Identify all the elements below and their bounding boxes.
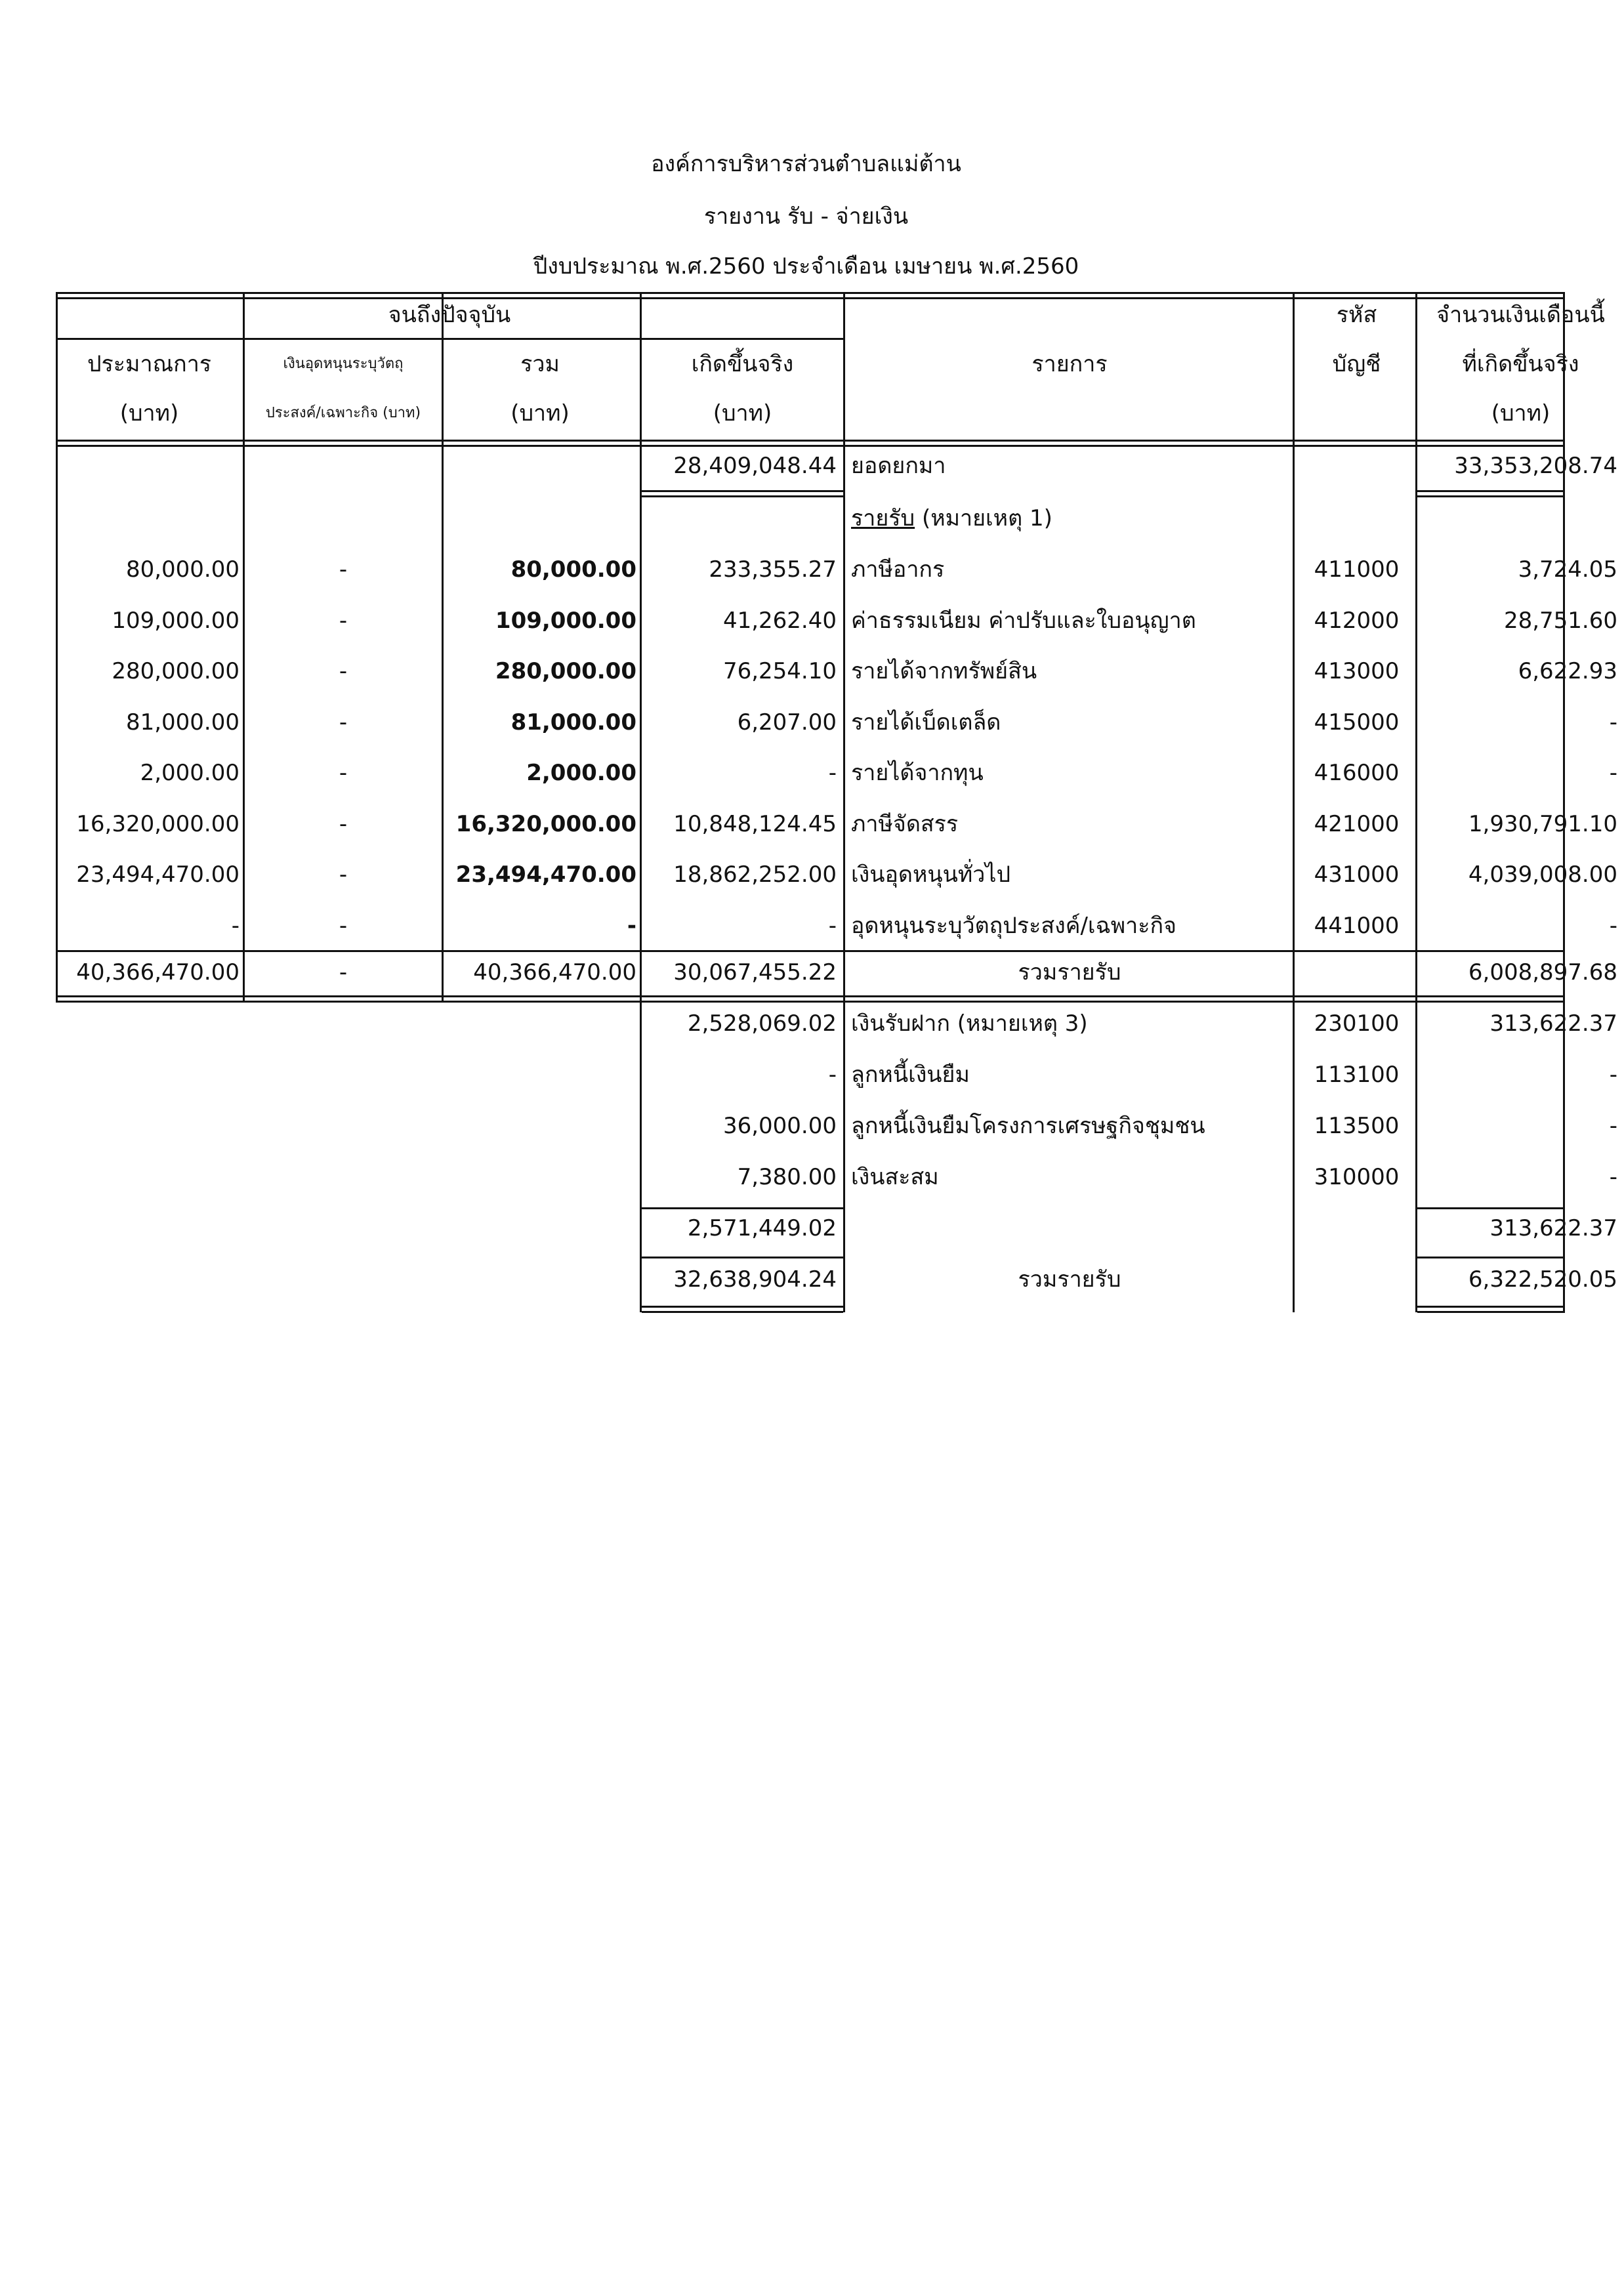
report-title: รายงาน รับ - จ่ายเงิน xyxy=(703,203,909,230)
grand-total-month: 6,322,520.05 xyxy=(1468,1266,1617,1293)
grand-total-label: รวมรายรับ xyxy=(1018,1266,1121,1293)
income-row-actual: 233,355.27 xyxy=(709,556,837,583)
grand-rule xyxy=(642,1306,843,1308)
income-row-code: 431000 xyxy=(1314,862,1400,888)
income-row-code: 421000 xyxy=(1314,810,1400,837)
code-header: รหัส xyxy=(1336,302,1377,328)
top-rule xyxy=(56,297,1565,299)
income-row-total: - xyxy=(627,912,636,939)
total-unit: (บาท) xyxy=(510,400,570,426)
receipts-table xyxy=(56,292,1617,1316)
income-total-month: 6,008,897.68 xyxy=(1468,959,1617,986)
actual-header: เกิดขึ้นจริง xyxy=(691,351,794,377)
total-rule xyxy=(56,950,1565,952)
other-row-month: - xyxy=(1609,1164,1617,1190)
income-row-actual: - xyxy=(828,912,837,939)
income-row-total: 23,494,470.00 xyxy=(455,862,636,888)
income-row-actual: 10,848,124.45 xyxy=(673,810,837,837)
income-heading xyxy=(851,502,1284,535)
group-to-date-header: จนถึงปัจจุบัน xyxy=(388,302,511,328)
brought-forward-month: 33,353,208.74 xyxy=(1454,453,1617,479)
other-row-month: - xyxy=(1609,1062,1617,1088)
sub-rule xyxy=(1417,1257,1565,1258)
income-row-code: 411000 xyxy=(1314,556,1400,583)
income-total-actual: 30,067,455.22 xyxy=(673,959,837,986)
income-row-month: - xyxy=(1609,760,1617,786)
income-row-grant: - xyxy=(339,760,348,786)
income-row-item: ภาษีจัดสรร xyxy=(851,810,959,837)
income-row-month: 6,622.93 xyxy=(1518,658,1617,684)
other-row-item: ลูกหนี้เงินยืมโครงการเศรษฐกิจชุมชน xyxy=(851,1113,1205,1139)
col-rule xyxy=(1415,292,1417,1312)
col-rule xyxy=(640,1001,642,1312)
income-row-total: 280,000.00 xyxy=(495,658,636,684)
income-row-grant: - xyxy=(339,912,348,939)
col-rule xyxy=(442,292,444,1001)
sub-rule xyxy=(642,1207,843,1209)
income-row-actual: 76,254.10 xyxy=(722,658,837,684)
income-row-item: เงินอุดหนุนทั่วไป xyxy=(851,862,1011,888)
income-row-item: ภาษีอากร xyxy=(851,556,945,583)
other-row-item: เงินสะสม xyxy=(851,1164,939,1190)
brought-forward-actual: 28,409,048.44 xyxy=(673,453,837,479)
income-row-item: อุดหนุนระบุวัตถุประสงค์/เฉพาะกิจ xyxy=(851,912,1176,939)
col-rule xyxy=(640,292,642,1001)
grant-header: เงินอุดหนุนระบุวัตถุ xyxy=(283,356,404,372)
income-row-grant: - xyxy=(339,709,348,736)
report-period: ปีงบประมาณ พ.ศ.2560 ประจำเดือน เมษายน พ.ศ.2560 xyxy=(533,253,1079,280)
income-row-code: 415000 xyxy=(1314,709,1400,736)
income-row-item: รายได้เบ็ดเตล็ด xyxy=(851,709,1001,736)
budget-header: ประมาณการ xyxy=(87,351,212,377)
income-row-code: 441000 xyxy=(1314,912,1400,939)
income-row-item: รายได้จากทรัพย์สิน xyxy=(851,658,1037,684)
sub-rule xyxy=(1417,1207,1565,1209)
income-total-budget: 40,366,470.00 xyxy=(76,959,239,986)
total-rule xyxy=(56,1001,1565,1003)
income-row-month: - xyxy=(1609,709,1617,736)
other-row-code: 310000 xyxy=(1314,1164,1400,1190)
income-row-actual: 41,262.40 xyxy=(722,607,837,634)
income-row-budget: 81,000.00 xyxy=(125,709,239,736)
other-row-actual: - xyxy=(828,1062,837,1088)
bf-rule xyxy=(642,495,843,497)
other-row-month: 313,622.37 xyxy=(1489,1010,1617,1037)
income-heading-label: รายรับ xyxy=(851,505,915,531)
grand-rule xyxy=(642,1311,843,1313)
total-header: รวม xyxy=(520,351,560,377)
income-row-budget: 16,320,000.00 xyxy=(76,810,239,837)
other-row-item: ลูกหนี้เงินยืม xyxy=(851,1062,970,1088)
bf-rule xyxy=(642,490,843,492)
group-rule xyxy=(56,338,843,340)
income-row-code: 416000 xyxy=(1314,760,1400,786)
col-rule xyxy=(56,292,58,1001)
other-row-month: - xyxy=(1609,1113,1617,1139)
income-row-budget: 109,000.00 xyxy=(112,607,239,634)
actual-unit: (บาท) xyxy=(713,400,772,426)
code-header-2: บัญชี xyxy=(1332,351,1381,377)
income-row-code: 413000 xyxy=(1314,658,1400,684)
income-row-total: 16,320,000.00 xyxy=(455,810,636,837)
income-row-month: - xyxy=(1609,912,1617,939)
grand-total-actual: 32,638,904.24 xyxy=(673,1266,837,1293)
income-row-code: 412000 xyxy=(1314,607,1400,634)
brought-forward-label: ยอดยกมา xyxy=(851,453,946,479)
income-row-item: ค่าธรรมเนียม ค่าปรับและใบอนุญาต xyxy=(851,607,1196,634)
col-rule xyxy=(843,292,845,1312)
income-row-grant: - xyxy=(339,607,348,634)
item-header: รายการ xyxy=(1031,351,1108,377)
other-row-actual: 7,380.00 xyxy=(737,1164,837,1190)
other-row-code: 113100 xyxy=(1314,1062,1400,1088)
income-heading-note: (หมายเหตุ 1) xyxy=(921,505,1052,531)
total-rule xyxy=(56,995,1565,997)
income-row-budget: 280,000.00 xyxy=(112,658,239,684)
grand-rule xyxy=(1417,1311,1565,1313)
income-row-month: 1,930,791.10 xyxy=(1468,810,1617,837)
income-row-total: 80,000.00 xyxy=(510,556,636,583)
income-row-budget: 23,494,470.00 xyxy=(76,862,239,888)
other-row-actual: 2,528,069.02 xyxy=(687,1010,837,1037)
month-header: จำนวนเงินเดือนนี้ xyxy=(1436,302,1605,328)
header-rule xyxy=(56,445,1565,447)
income-row-grant: - xyxy=(339,556,348,583)
income-row-total: 81,000.00 xyxy=(510,709,636,736)
income-row-budget: 2,000.00 xyxy=(140,760,239,786)
other-row-code: 230100 xyxy=(1314,1010,1400,1037)
income-row-actual: 6,207.00 xyxy=(737,709,837,736)
other-subtotal-actual: 2,571,449.02 xyxy=(687,1215,837,1241)
other-row-actual: 36,000.00 xyxy=(722,1113,837,1139)
bf-rule xyxy=(1417,495,1565,497)
income-row-month: 4,039,008.00 xyxy=(1468,862,1617,888)
col-rule xyxy=(1293,292,1295,1312)
income-row-item: รายได้จากทุน xyxy=(851,760,984,786)
income-row-total: 109,000.00 xyxy=(495,607,636,634)
header-rule xyxy=(56,440,1565,442)
income-row-month: 3,724.05 xyxy=(1518,556,1617,583)
col-rule xyxy=(1563,292,1565,1312)
other-row-item: เงินรับฝาก (หมายเหตุ 3) xyxy=(851,1010,1088,1037)
income-row-actual: - xyxy=(828,760,837,786)
month-unit: (บาท) xyxy=(1491,400,1551,426)
income-total-grant: - xyxy=(339,959,348,986)
income-row-total: 2,000.00 xyxy=(526,760,636,786)
income-row-actual: 18,862,252.00 xyxy=(673,862,837,888)
month-header-2: ที่เกิดขึ้นจริง xyxy=(1462,351,1579,377)
income-row-budget: - xyxy=(231,912,239,939)
income-row-budget: 80,000.00 xyxy=(125,556,239,583)
income-row-month: 28,751.60 xyxy=(1503,607,1617,634)
other-subtotal-month: 313,622.37 xyxy=(1489,1215,1617,1241)
col-rule xyxy=(243,292,245,1001)
income-row-grant: - xyxy=(339,810,348,837)
bf-rule xyxy=(1417,490,1565,492)
income-row-grant: - xyxy=(339,862,348,888)
budget-unit: (บาท) xyxy=(119,400,179,426)
top-rule xyxy=(56,292,1565,294)
sub-rule xyxy=(642,1257,843,1258)
other-row-code: 113500 xyxy=(1314,1113,1400,1139)
income-total-total: 40,366,470.00 xyxy=(473,959,636,986)
org-title: องค์การบริหารส่วนตำบลแม่ต้าน xyxy=(651,151,961,177)
grant-unit: ประสงค์/เฉพาะกิจ (บาท) xyxy=(265,405,421,421)
grand-rule xyxy=(1417,1306,1565,1308)
income-total-label: รวมรายรับ xyxy=(1018,959,1121,986)
income-row-grant: - xyxy=(339,658,348,684)
